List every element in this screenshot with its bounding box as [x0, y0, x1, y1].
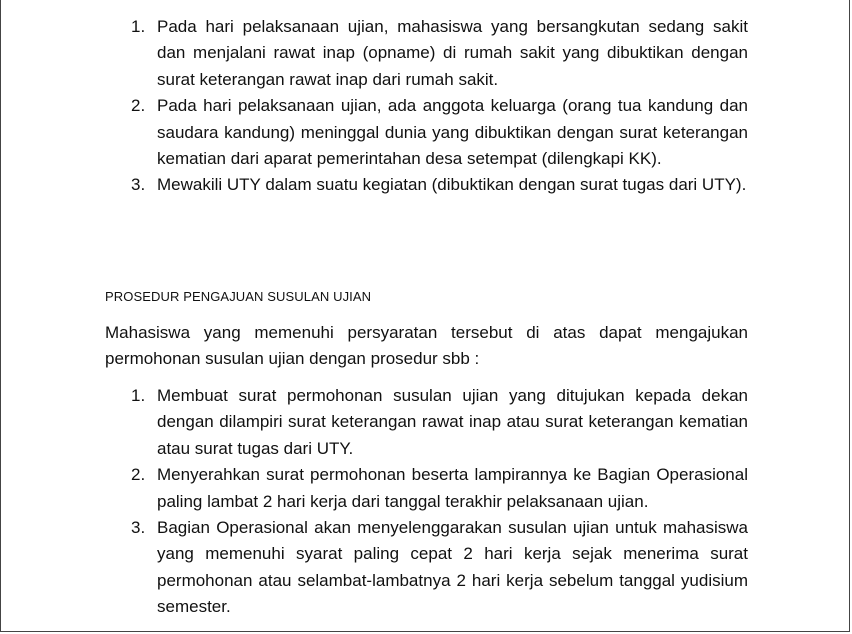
- requirements-list: [105, 14, 748, 199]
- list-item-text: Membuat surat permohonan susulan ujian yang ditujukan kepada dekan dengan dilampiri surat keterangan rawat inap atau surat keterangan kematian atau surat tugas dari UTY.: [157, 386, 748, 458]
- list-item: [105, 172, 748, 198]
- list-item: [105, 93, 748, 172]
- list-item-text: Mewakili UTY dalam suatu kegiatan (dibuktikan dengan surat tugas dari UTY).: [157, 175, 747, 195]
- list-item-number: 1.: [131, 386, 146, 405]
- section-heading: PROSEDUR PENGAJUAN SUSULAN UJIAN: [105, 289, 372, 304]
- list-item-text: Pada hari pelaksanaan ujian, ada anggota keluarga (orang tua kandung dan saudara kandung) meninggal dunia yang dibuktikan dengan surat keterangan kematian dari aparat pemerintahan desa setempat (dilengkapi KK).: [157, 96, 748, 169]
- list-item-number: 3.: [131, 518, 146, 538]
- list-item: [105, 383, 748, 462]
- list-item: [105, 14, 748, 93]
- list-item: [105, 462, 748, 515]
- list-item-text: Bagian Operasional akan menyelenggarakan susulan ujian untuk mahasiswa yang memenuhi syarat paling cepat 2 hari kerja sejak menerima surat permohonan atau selambat-lambatnya 2 hari kerja sebelum tanggal yudisium semester.: [157, 518, 748, 617]
- list-item-text: Pada hari pelaksanaan ujian, mahasiswa yang bersangkutan sedang sakit dan menjalani rawat inap (opname) di rumah sakit yang dibuktikan dengan surat keterangan rawat inap dari rumah sakit.: [157, 17, 748, 89]
- list-item-number: 2.: [131, 465, 146, 485]
- list-item-number: 1.: [131, 17, 146, 36]
- list-item-number: 3.: [131, 175, 146, 195]
- intro-paragraph: Mahasiswa yang memenuhi persyaratan tersebut di atas dapat mengajukan permohonan susulan ujian dengan prosedur sbb :: [105, 323, 748, 369]
- procedure-list: [105, 383, 748, 621]
- list-item-text: Menyerahkan surat permohonan beserta lampirannya ke Bagian Operasional paling lambat 2 hari kerja dari tanggal terakhir pelaksanaan ujian.: [157, 465, 748, 511]
- list-item-number: 2.: [131, 96, 146, 116]
- list-item: [105, 515, 748, 621]
